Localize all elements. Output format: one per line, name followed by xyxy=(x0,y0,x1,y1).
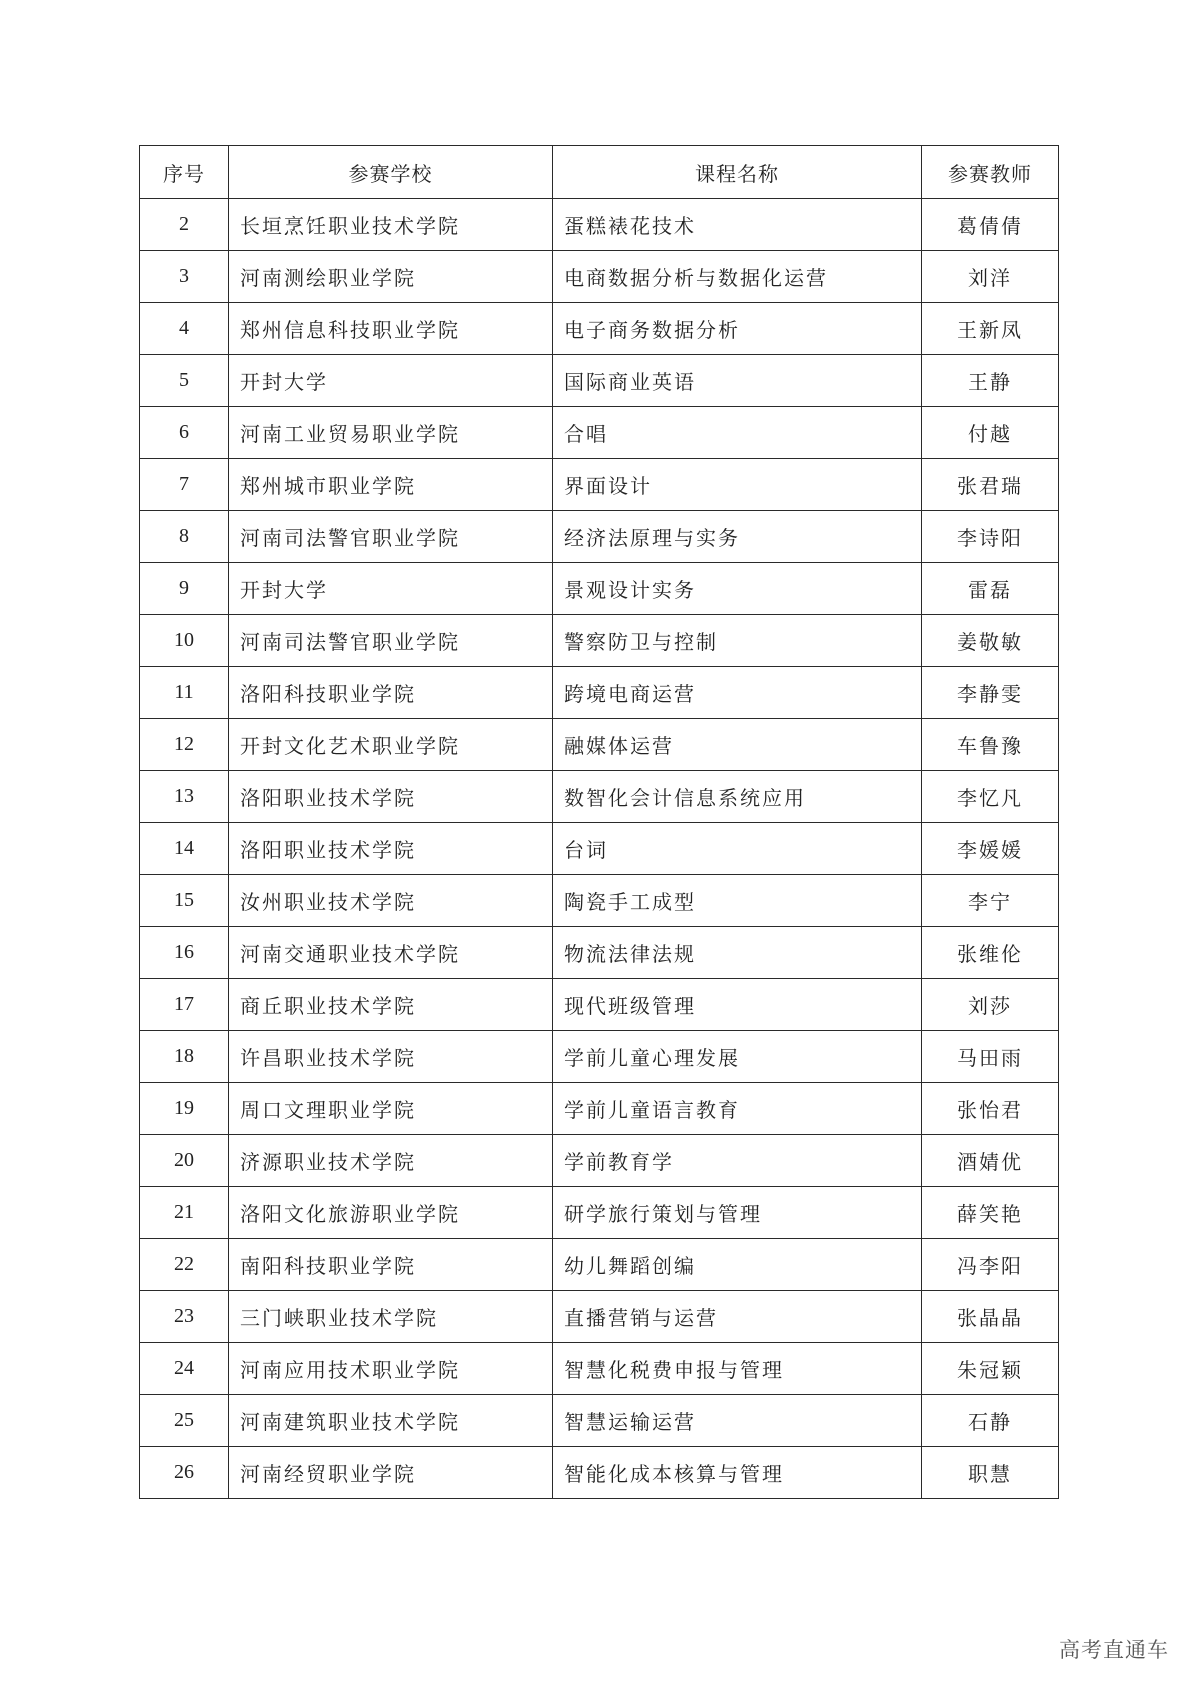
table-row xyxy=(140,563,1059,615)
row-number: 12 xyxy=(140,719,229,771)
row-number: 9 xyxy=(140,563,229,615)
row-number: 21 xyxy=(140,1187,229,1239)
teacher-name: 付越 xyxy=(922,407,1059,459)
table-row xyxy=(140,1031,1059,1083)
course-name: 界面设计 xyxy=(553,459,922,511)
row-number: 6 xyxy=(140,407,229,459)
header-teacher: 参赛教师 xyxy=(922,146,1059,199)
table-row xyxy=(140,1187,1059,1239)
school-name: 河南测绘职业学院 xyxy=(229,251,553,303)
table-row xyxy=(140,459,1059,511)
row-number: 13 xyxy=(140,771,229,823)
school-name: 开封大学 xyxy=(229,563,553,615)
teacher-name: 张君瑞 xyxy=(922,459,1059,511)
table-row xyxy=(140,1291,1059,1343)
row-number: 10 xyxy=(140,615,229,667)
course-name: 经济法原理与实务 xyxy=(553,511,922,563)
course-name: 幼儿舞蹈创编 xyxy=(553,1239,922,1291)
school-name: 洛阳文化旅游职业学院 xyxy=(229,1187,553,1239)
table-row xyxy=(140,875,1059,927)
table-row xyxy=(140,667,1059,719)
row-number: 15 xyxy=(140,875,229,927)
row-number: 3 xyxy=(140,251,229,303)
table-row xyxy=(140,1135,1059,1187)
table-header xyxy=(140,146,1059,199)
school-name: 河南工业贸易职业学院 xyxy=(229,407,553,459)
teacher-name: 雷磊 xyxy=(922,563,1059,615)
course-name: 合唱 xyxy=(553,407,922,459)
row-number: 19 xyxy=(140,1083,229,1135)
header-course: 课程名称 xyxy=(553,146,922,199)
teacher-name: 朱冠颖 xyxy=(922,1343,1059,1395)
school-name: 河南司法警官职业学院 xyxy=(229,511,553,563)
course-name: 研学旅行策划与管理 xyxy=(553,1187,922,1239)
row-number: 20 xyxy=(140,1135,229,1187)
row-number: 8 xyxy=(140,511,229,563)
school-name: 南阳科技职业学院 xyxy=(229,1239,553,1291)
row-number: 26 xyxy=(140,1447,229,1499)
table-row xyxy=(140,407,1059,459)
table-body xyxy=(140,199,1059,1499)
teacher-name: 李诗阳 xyxy=(922,511,1059,563)
row-number: 25 xyxy=(140,1395,229,1447)
teacher-name: 王新凤 xyxy=(922,303,1059,355)
school-name: 郑州城市职业学院 xyxy=(229,459,553,511)
course-name: 融媒体运营 xyxy=(553,719,922,771)
course-name: 学前教育学 xyxy=(553,1135,922,1187)
course-name: 学前儿童语言教育 xyxy=(553,1083,922,1135)
course-name: 景观设计实务 xyxy=(553,563,922,615)
teacher-name: 张晶晶 xyxy=(922,1291,1059,1343)
school-name: 长垣烹饪职业技术学院 xyxy=(229,199,553,251)
table-row xyxy=(140,511,1059,563)
course-name: 智慧运输运营 xyxy=(553,1395,922,1447)
row-number: 5 xyxy=(140,355,229,407)
course-name: 物流法律法规 xyxy=(553,927,922,979)
course-name: 数智化会计信息系统应用 xyxy=(553,771,922,823)
course-name: 电子商务数据分析 xyxy=(553,303,922,355)
school-name: 洛阳职业技术学院 xyxy=(229,823,553,875)
header-row xyxy=(140,146,1059,199)
row-number: 24 xyxy=(140,1343,229,1395)
teacher-name: 职慧 xyxy=(922,1447,1059,1499)
course-name: 智能化成本核算与管理 xyxy=(553,1447,922,1499)
school-name: 开封文化艺术职业学院 xyxy=(229,719,553,771)
contest-table xyxy=(139,145,1059,1499)
teacher-name: 李媛媛 xyxy=(922,823,1059,875)
teacher-name: 酒婧优 xyxy=(922,1135,1059,1187)
teacher-name: 车鲁豫 xyxy=(922,719,1059,771)
school-name: 汝州职业技术学院 xyxy=(229,875,553,927)
header-school: 参赛学校 xyxy=(229,146,553,199)
course-name: 警察防卫与控制 xyxy=(553,615,922,667)
school-name: 商丘职业技术学院 xyxy=(229,979,553,1031)
school-name: 许昌职业技术学院 xyxy=(229,1031,553,1083)
course-name: 台词 xyxy=(553,823,922,875)
teacher-name: 冯李阳 xyxy=(922,1239,1059,1291)
row-number: 18 xyxy=(140,1031,229,1083)
course-name: 直播营销与运营 xyxy=(553,1291,922,1343)
watermark-text: 高考直通车 xyxy=(1059,1638,1169,1662)
table-row xyxy=(140,823,1059,875)
table-row xyxy=(140,719,1059,771)
teacher-name: 石静 xyxy=(922,1395,1059,1447)
row-number: 2 xyxy=(140,199,229,251)
row-number: 17 xyxy=(140,979,229,1031)
teacher-name: 马田雨 xyxy=(922,1031,1059,1083)
course-name: 国际商业英语 xyxy=(553,355,922,407)
course-name: 现代班级管理 xyxy=(553,979,922,1031)
course-name: 跨境电商运营 xyxy=(553,667,922,719)
course-name: 智慧化税费申报与管理 xyxy=(553,1343,922,1395)
teacher-name: 薛笑艳 xyxy=(922,1187,1059,1239)
school-name: 河南司法警官职业学院 xyxy=(229,615,553,667)
school-name: 三门峡职业技术学院 xyxy=(229,1291,553,1343)
course-name: 电商数据分析与数据化运营 xyxy=(553,251,922,303)
teacher-name: 姜敬敏 xyxy=(922,615,1059,667)
teacher-name: 刘莎 xyxy=(922,979,1059,1031)
teacher-name: 张维伦 xyxy=(922,927,1059,979)
table-row xyxy=(140,927,1059,979)
teacher-name: 张怡君 xyxy=(922,1083,1059,1135)
table-row xyxy=(140,199,1059,251)
course-name: 学前儿童心理发展 xyxy=(553,1031,922,1083)
row-number: 14 xyxy=(140,823,229,875)
school-name: 河南建筑职业技术学院 xyxy=(229,1395,553,1447)
table-row xyxy=(140,1395,1059,1447)
table-row xyxy=(140,615,1059,667)
table-row xyxy=(140,1343,1059,1395)
table-row xyxy=(140,303,1059,355)
row-number: 4 xyxy=(140,303,229,355)
course-name: 陶瓷手工成型 xyxy=(553,875,922,927)
school-name: 洛阳科技职业学院 xyxy=(229,667,553,719)
school-name: 河南经贸职业学院 xyxy=(229,1447,553,1499)
teacher-name: 葛倩倩 xyxy=(922,199,1059,251)
row-number: 23 xyxy=(140,1291,229,1343)
school-name: 济源职业技术学院 xyxy=(229,1135,553,1187)
table-row xyxy=(140,979,1059,1031)
header-no: 序号 xyxy=(140,146,229,199)
teacher-name: 李宁 xyxy=(922,875,1059,927)
table-row xyxy=(140,771,1059,823)
school-name: 河南应用技术职业学院 xyxy=(229,1343,553,1395)
table-row xyxy=(140,1239,1059,1291)
teacher-name: 李忆凡 xyxy=(922,771,1059,823)
row-number: 16 xyxy=(140,927,229,979)
row-number: 7 xyxy=(140,459,229,511)
school-name: 周口文理职业学院 xyxy=(229,1083,553,1135)
school-name: 开封大学 xyxy=(229,355,553,407)
teacher-name: 李静雯 xyxy=(922,667,1059,719)
school-name: 郑州信息科技职业学院 xyxy=(229,303,553,355)
teacher-name: 王静 xyxy=(922,355,1059,407)
row-number: 11 xyxy=(140,667,229,719)
teacher-name: 刘洋 xyxy=(922,251,1059,303)
table-row xyxy=(140,1447,1059,1499)
school-name: 洛阳职业技术学院 xyxy=(229,771,553,823)
school-name: 河南交通职业技术学院 xyxy=(229,927,553,979)
table-row xyxy=(140,251,1059,303)
table-row xyxy=(140,1083,1059,1135)
table-row xyxy=(140,355,1059,407)
course-name: 蛋糕裱花技术 xyxy=(553,199,922,251)
row-number: 22 xyxy=(140,1239,229,1291)
